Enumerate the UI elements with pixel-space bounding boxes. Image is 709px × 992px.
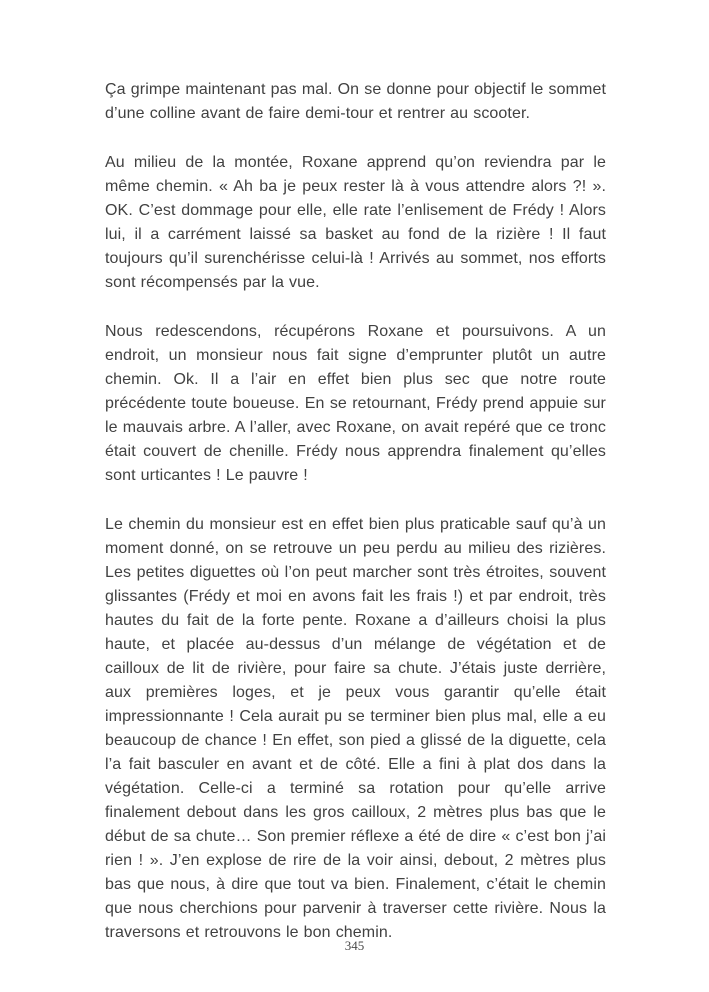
paragraph-4: Le chemin du monsieur est en effet bien plus praticable sauf qu’à un moment donné, on se retrouve un peu perdu au milieu des rizières. Les petites diguettes où l’on peut marcher sont très étroites, souvent glissantes (Frédy et moi en avons fait les frais !) et par endroit, très hautes du fait de la forte pente. Roxane a d’ailleurs choisi la plus haute, et placée au-dessus d’un mélange de végétation et de cailloux de lit de rivière, pour faire sa chute. J’étais juste derrière, aux premières loges, et je peux vous garantir qu’elle était impressionnante ! Cela aurait pu se terminer bien plus mal, elle a eu beaucoup de chance ! En effet, son pied a glissé de la diguette, cela l’a fait basculer en avant et de côté. Elle a fini à plat dos dans la végétation. Celle-ci a terminé sa rotation pour qu’elle arrive finalement debout dans les gros cailloux, 2 mètres plus bas que le début de sa chute… Son premier réflexe a été de dire « c’est bon j’ai rien ! ». J’en explose de rire de la voir ainsi, debout, 2 mètres plus bas que nous, à dire que tout va bien. Finalement, c’était le chemin que nous cherchions pour parvenir à traverser cette rivière. Nous la traversons et retrouvons le bon chemin. bbox=[105, 516, 606, 941]
page-body bbox=[105, 78, 606, 945]
paragraph-2: Au milieu de la montée, Roxane apprend qu’on reviendra par le même chemin. « Ah ba je peux rester là à vous attendre alors ?! ». OK. C’est dommage pour elle, elle rate l’enlisement de Frédy ! Alors lui, il a carrément laissé sa basket au fond de la rizière ! Il faut toujours qu’il surenchérisse celui-là ! Arrivés au sommet, nos efforts sont récompensés par la vue. bbox=[105, 154, 606, 291]
paragraph-1: Ça grimpe maintenant pas mal. On se donne pour objectif le sommet d’une colline avant de faire demi-tour et rentrer au scooter. bbox=[105, 81, 606, 122]
paragraph-3: Nous redescendons, récupérons Roxane et poursuivons. A un endroit, un monsieur nous fait signe d’emprunter plutôt un autre chemin. Ok. Il a l’air en effet bien plus sec que notre route précédente toute boueuse. En se retournant, Frédy prend appuie sur le mauvais arbre. A l’aller, avec Roxane, on avait repéré que ce tronc était couvert de chenille. Frédy nous apprendra finalement qu’elles sont urticantes ! Le pauvre ! bbox=[105, 323, 606, 484]
page-number: 345 bbox=[344, 938, 365, 953]
